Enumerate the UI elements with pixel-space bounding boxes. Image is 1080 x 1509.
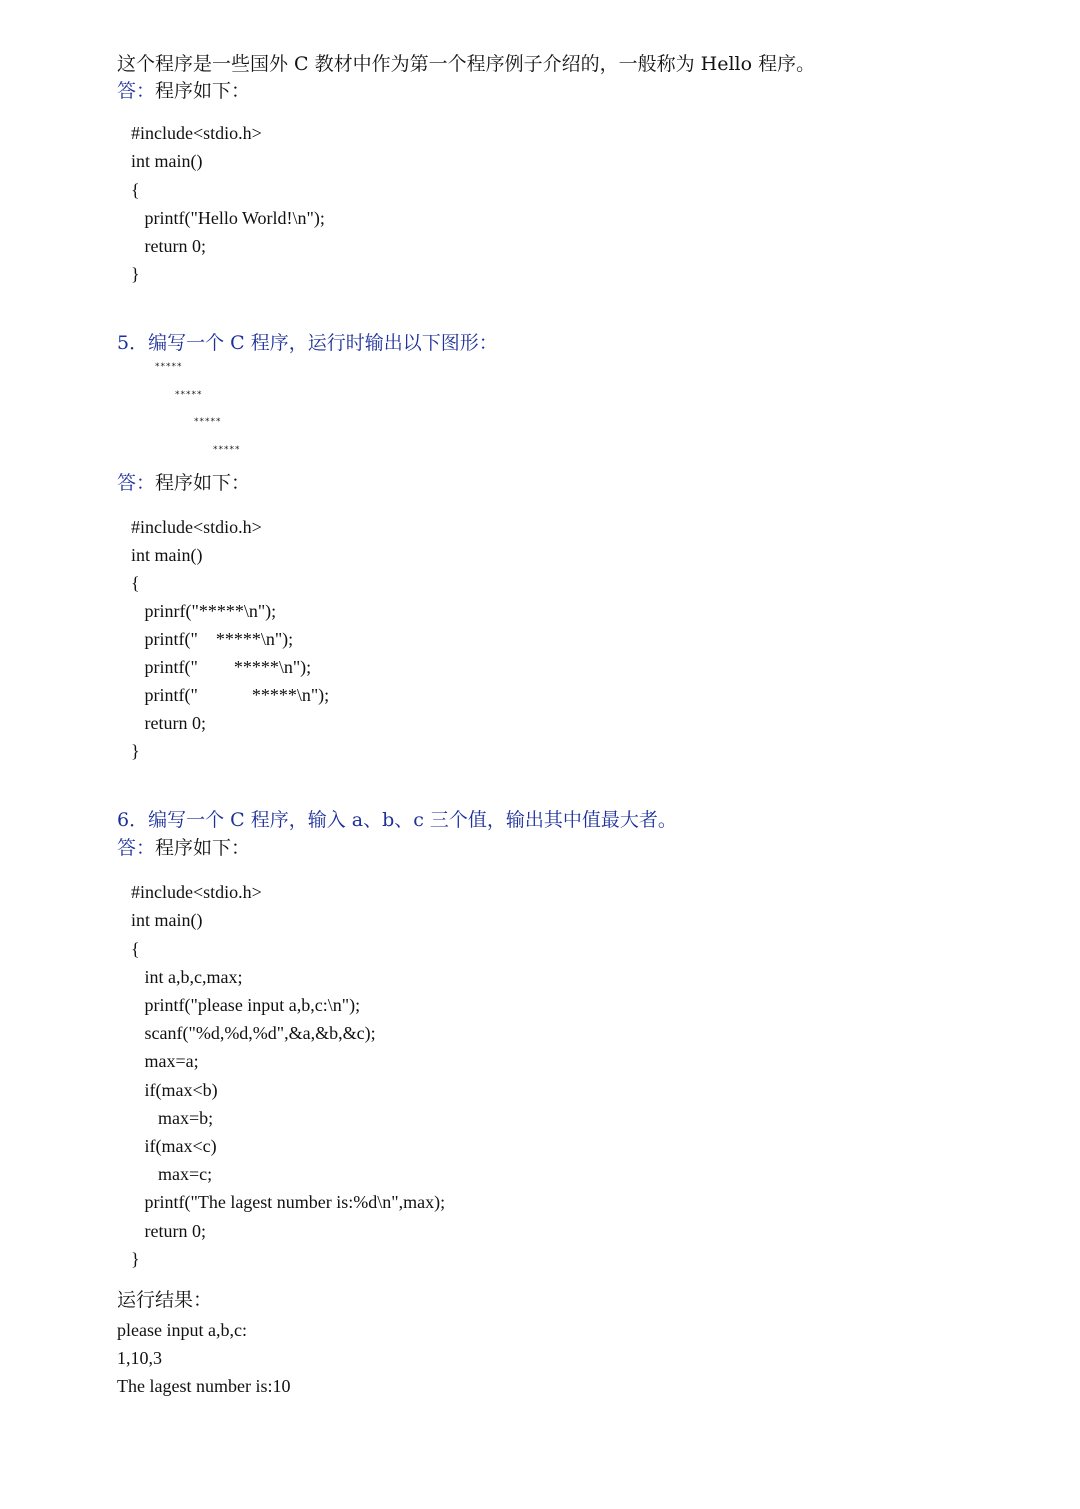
code-line: return 0;	[131, 236, 206, 256]
answer-line	[117, 79, 250, 103]
code-line: }	[131, 1249, 140, 1269]
answer-text: 程序如下：	[155, 472, 251, 494]
code-line: if(max<c)	[131, 1136, 217, 1156]
code-line: #include<stdio.h>	[131, 882, 262, 902]
star-row: *****	[194, 417, 222, 427]
code-line: scanf("%d,%d,%d",&a,&b,&c);	[131, 1023, 376, 1043]
star-row: *****	[155, 362, 183, 372]
answer-label: 答：	[117, 837, 156, 859]
code-line: max=b;	[131, 1108, 214, 1128]
code-line: int a,b,c,max;	[131, 967, 243, 987]
code-line: if(max<b)	[131, 1080, 218, 1100]
result-label: 运行结果：	[117, 1289, 213, 1311]
code-line: #include<stdio.h>	[131, 123, 262, 143]
result-line: 1,10,3	[117, 1348, 162, 1368]
code-line: }	[131, 741, 140, 761]
code-line: printf("The lagest number is:%d\n",max);	[131, 1192, 446, 1212]
question-5: 5．编写一个 C 程序，运行时输出以下图形：	[117, 332, 498, 354]
code-line: printf("please input a,b,c:\n");	[131, 995, 361, 1015]
code-line: int main()	[131, 545, 203, 565]
question-6: 6．编写一个 C 程序，输入 a、b、c 三个值，输出其中值最大者。	[117, 809, 677, 831]
result-line: The lagest number is:10	[117, 1376, 291, 1396]
code-line: printf(" *****\n");	[131, 629, 294, 649]
code-line: return 0;	[131, 713, 206, 733]
code-line: }	[131, 264, 140, 284]
code-line: int main()	[131, 910, 203, 930]
code-line: {	[131, 573, 140, 593]
code-line: {	[131, 180, 140, 200]
answer-line	[117, 471, 250, 495]
code-line: printf(" *****\n");	[131, 657, 312, 677]
code-line: int main()	[131, 151, 203, 171]
answer-label: 答：	[117, 472, 156, 494]
code-line: printf(" *****\n");	[131, 685, 330, 705]
code-line: prinrf("*****\n");	[131, 601, 277, 621]
result-line: please input a,b,c:	[117, 1320, 247, 1340]
code-line: return 0;	[131, 1221, 206, 1241]
code-line: printf("Hello World!\n");	[131, 208, 325, 228]
answer-text: 程序如下：	[155, 837, 251, 859]
answer-text: 程序如下：	[155, 80, 251, 102]
code-line: {	[131, 939, 140, 959]
code-line: max=c;	[131, 1164, 213, 1184]
answer-label: 答：	[117, 80, 156, 102]
code-line: max=a;	[131, 1051, 199, 1071]
star-row: *****	[175, 390, 203, 400]
intro-text: 这个程序是一些国外 C 教材中作为第一个程序例子介绍的，一般称为 Hello 程序。	[117, 53, 816, 75]
star-row: *****	[213, 445, 241, 455]
answer-line	[117, 836, 250, 860]
code-line: #include<stdio.h>	[131, 517, 262, 537]
